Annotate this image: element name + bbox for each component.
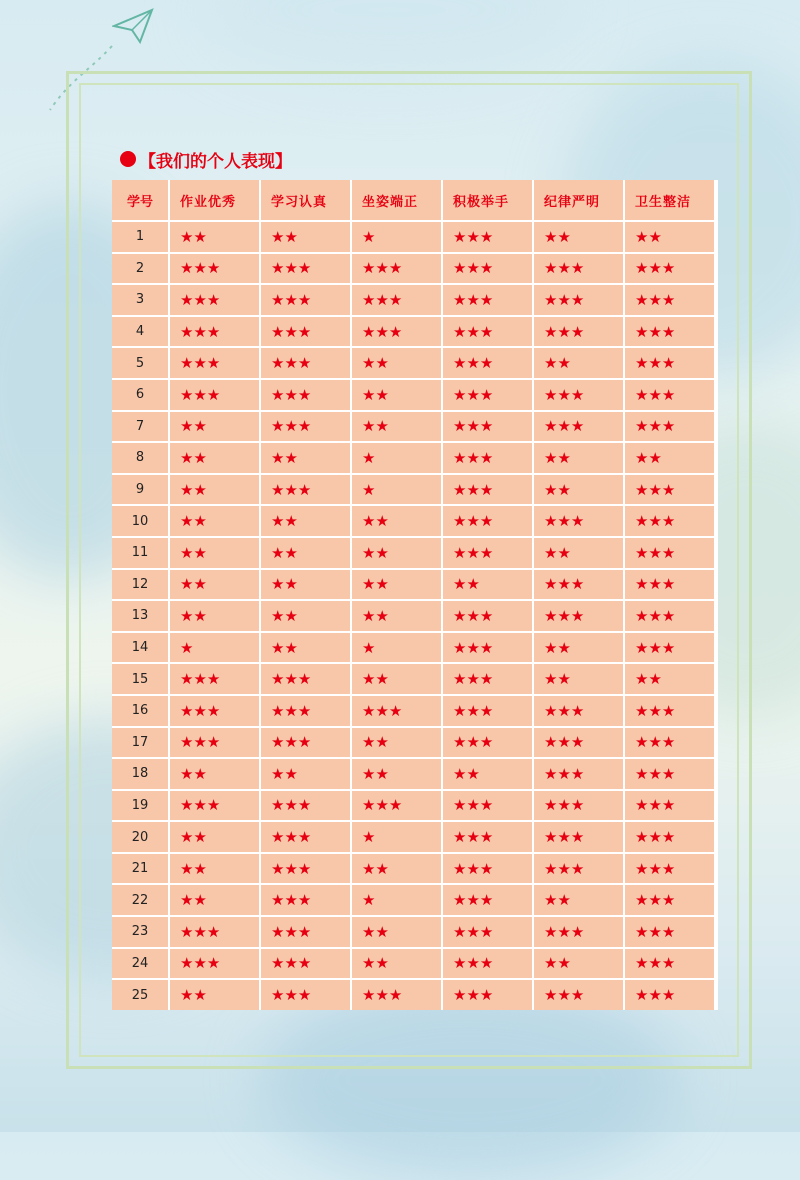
star-rating-cell: ★★★ <box>443 285 532 315</box>
star-rating-cell: ★★★ <box>170 696 259 726</box>
star-rating-cell: ★★ <box>352 570 441 600</box>
star-rating-cell: ★★★ <box>261 949 350 979</box>
star-rating-cell: ★★★ <box>261 980 350 1010</box>
star-rating-cell: ★★★ <box>443 538 532 568</box>
star-rating-cell: ★★★ <box>261 854 350 884</box>
star-rating-cell: ★★★ <box>352 285 441 315</box>
star-rating-cell: ★★★ <box>534 285 623 315</box>
star-rating-cell: ★★ <box>352 664 441 694</box>
star-rating-cell: ★★★ <box>443 917 532 947</box>
star-rating-cell: ★★★ <box>443 885 532 915</box>
star-rating-cell: ★★ <box>170 570 259 600</box>
column-header: 卫生整洁 <box>625 180 714 220</box>
student-number-cell: 22 <box>112 885 168 915</box>
star-rating-cell: ★★ <box>534 633 623 663</box>
student-number-cell: 25 <box>112 980 168 1010</box>
star-rating-cell: ★★★ <box>625 854 714 884</box>
star-rating-cell: ★★★ <box>352 317 441 347</box>
star-rating-cell: ★★★ <box>534 759 623 789</box>
star-rating-cell: ★★★ <box>625 791 714 821</box>
star-rating-cell: ★★★ <box>443 506 532 536</box>
star-rating-cell: ★★ <box>352 538 441 568</box>
star-rating-cell: ★★★ <box>625 285 714 315</box>
star-rating-cell: ★★★ <box>534 822 623 852</box>
star-rating-cell: ★★★ <box>443 380 532 410</box>
star-rating-cell: ★★ <box>352 759 441 789</box>
star-rating-cell: ★★ <box>261 222 350 252</box>
star-rating-cell: ★★ <box>534 222 623 252</box>
section-heading-text: 【我们的个人表现】 <box>139 151 292 172</box>
star-rating-cell: ★★★ <box>625 317 714 347</box>
star-rating-cell: ★★ <box>625 443 714 473</box>
student-number-cell: 5 <box>112 348 168 378</box>
star-rating-cell: ★★ <box>261 570 350 600</box>
star-rating-cell: ★★ <box>352 412 441 442</box>
star-rating-cell: ★★ <box>534 475 623 505</box>
star-rating-cell: ★★ <box>352 854 441 884</box>
star-rating-cell: ★★ <box>170 980 259 1010</box>
star-rating-cell: ★★★ <box>534 317 623 347</box>
student-number-cell: 16 <box>112 696 168 726</box>
star-rating-cell: ★★★ <box>534 380 623 410</box>
star-rating-cell: ★★★ <box>443 317 532 347</box>
star-rating-cell: ★★★ <box>534 506 623 536</box>
star-rating-cell: ★★★ <box>534 854 623 884</box>
star-rating-cell: ★★★ <box>261 885 350 915</box>
performance-table <box>112 180 718 1010</box>
column-header: 作业优秀 <box>170 180 259 220</box>
star-rating-cell: ★★★ <box>443 412 532 442</box>
star-rating-cell: ★★★ <box>443 854 532 884</box>
star-rating-cell: ★★★ <box>625 822 714 852</box>
star-rating-cell: ★★ <box>170 222 259 252</box>
star-rating-cell: ★★ <box>261 601 350 631</box>
star-rating-cell: ★★★ <box>170 917 259 947</box>
star-rating-cell: ★★★ <box>534 601 623 631</box>
star-rating-cell: ★★ <box>170 822 259 852</box>
star-rating-cell: ★★★ <box>443 254 532 284</box>
star-rating-cell: ★★ <box>534 538 623 568</box>
student-number-cell: 18 <box>112 759 168 789</box>
star-rating-cell: ★★ <box>352 917 441 947</box>
star-rating-cell: ★★ <box>443 570 532 600</box>
star-rating-cell: ★★★ <box>352 980 441 1010</box>
watercolor-blob <box>200 0 580 80</box>
star-rating-cell: ★★ <box>443 759 532 789</box>
star-rating-cell: ★★ <box>170 475 259 505</box>
column-header: 纪律严明 <box>534 180 623 220</box>
star-rating-cell: ★★★ <box>443 822 532 852</box>
star-rating-cell: ★ <box>352 222 441 252</box>
star-rating-cell: ★★★ <box>625 633 714 663</box>
star-rating-cell: ★★★ <box>170 664 259 694</box>
column-header: 积极举手 <box>443 180 532 220</box>
student-number-cell: 6 <box>112 380 168 410</box>
student-number-cell: 7 <box>112 412 168 442</box>
star-rating-cell: ★★ <box>352 601 441 631</box>
star-rating-cell: ★★★ <box>170 285 259 315</box>
star-rating-cell: ★★★ <box>443 696 532 726</box>
star-rating-cell: ★★★ <box>261 285 350 315</box>
star-rating-cell: ★★ <box>170 538 259 568</box>
star-rating-cell: ★★ <box>170 601 259 631</box>
star-rating-cell: ★ <box>352 443 441 473</box>
star-rating-cell: ★★ <box>534 348 623 378</box>
star-rating-cell: ★★★ <box>534 412 623 442</box>
student-number-cell: 1 <box>112 222 168 252</box>
section-heading <box>120 146 292 172</box>
student-number-cell: 24 <box>112 949 168 979</box>
star-rating-cell: ★★★ <box>534 254 623 284</box>
star-rating-cell: ★★★ <box>443 791 532 821</box>
star-rating-cell: ★★★ <box>352 254 441 284</box>
student-number-cell: 12 <box>112 570 168 600</box>
star-rating-cell: ★★★ <box>170 380 259 410</box>
star-rating-cell: ★★ <box>170 506 259 536</box>
star-rating-cell: ★★★ <box>625 601 714 631</box>
star-rating-cell: ★★★ <box>625 475 714 505</box>
star-rating-cell: ★★★ <box>625 538 714 568</box>
student-number-cell: 17 <box>112 728 168 758</box>
star-rating-cell: ★★★ <box>170 949 259 979</box>
column-header: 学习认真 <box>261 180 350 220</box>
star-rating-cell: ★★★ <box>261 696 350 726</box>
star-rating-cell: ★★ <box>625 664 714 694</box>
star-rating-cell: ★★★ <box>625 917 714 947</box>
star-rating-cell: ★★★ <box>534 791 623 821</box>
star-rating-cell: ★★★ <box>261 664 350 694</box>
star-rating-cell: ★★★ <box>443 475 532 505</box>
star-rating-cell: ★★★ <box>170 348 259 378</box>
star-rating-cell: ★★★ <box>625 570 714 600</box>
star-rating-cell: ★★ <box>352 949 441 979</box>
star-rating-cell: ★★★ <box>443 443 532 473</box>
student-number-cell: 13 <box>112 601 168 631</box>
star-rating-cell: ★★ <box>170 854 259 884</box>
star-rating-cell: ★★ <box>534 949 623 979</box>
star-rating-cell: ★★ <box>352 506 441 536</box>
star-rating-cell: ★★ <box>352 728 441 758</box>
star-rating-cell: ★★★ <box>625 885 714 915</box>
star-rating-cell: ★ <box>170 633 259 663</box>
star-rating-cell: ★★ <box>625 222 714 252</box>
star-rating-cell: ★★ <box>170 885 259 915</box>
star-rating-cell: ★★★ <box>170 317 259 347</box>
student-number-cell: 9 <box>112 475 168 505</box>
star-rating-cell: ★★★ <box>443 222 532 252</box>
student-number-cell: 19 <box>112 791 168 821</box>
student-number-cell: 10 <box>112 506 168 536</box>
star-rating-cell: ★★ <box>534 664 623 694</box>
star-rating-cell: ★★ <box>534 443 623 473</box>
star-rating-cell: ★★★ <box>170 791 259 821</box>
star-rating-cell: ★★★ <box>261 412 350 442</box>
star-rating-cell: ★★★ <box>170 254 259 284</box>
star-rating-cell: ★★ <box>352 348 441 378</box>
star-rating-cell: ★★★ <box>170 728 259 758</box>
star-rating-cell: ★★★ <box>261 475 350 505</box>
star-rating-cell: ★★★ <box>534 980 623 1010</box>
star-rating-cell: ★ <box>352 633 441 663</box>
star-rating-cell: ★★★ <box>625 254 714 284</box>
student-number-cell: 2 <box>112 254 168 284</box>
student-number-cell: 8 <box>112 443 168 473</box>
student-number-cell: 15 <box>112 664 168 694</box>
student-number-cell: 21 <box>112 854 168 884</box>
star-rating-cell: ★★ <box>261 759 350 789</box>
column-header: 坐姿端正 <box>352 180 441 220</box>
star-rating-cell: ★ <box>352 822 441 852</box>
star-rating-cell: ★★★ <box>625 949 714 979</box>
star-rating-cell: ★★ <box>261 538 350 568</box>
star-rating-cell: ★★★ <box>261 380 350 410</box>
star-rating-cell: ★★ <box>170 412 259 442</box>
star-rating-cell: ★★ <box>261 633 350 663</box>
star-rating-cell: ★★★ <box>625 728 714 758</box>
star-rating-cell: ★★★ <box>261 822 350 852</box>
star-rating-cell: ★★★ <box>352 696 441 726</box>
star-rating-cell: ★★★ <box>625 412 714 442</box>
star-rating-cell: ★★★ <box>534 917 623 947</box>
student-number-cell: 20 <box>112 822 168 852</box>
star-rating-cell: ★★★ <box>261 917 350 947</box>
column-header: 学号 <box>112 180 168 220</box>
star-rating-cell: ★★ <box>261 506 350 536</box>
star-rating-cell: ★★★ <box>625 380 714 410</box>
star-rating-cell: ★★★ <box>261 791 350 821</box>
star-rating-cell: ★★★ <box>443 633 532 663</box>
star-rating-cell: ★★★ <box>443 980 532 1010</box>
student-number-cell: 23 <box>112 917 168 947</box>
star-rating-cell: ★★★ <box>534 570 623 600</box>
star-rating-cell: ★★★ <box>261 317 350 347</box>
star-rating-cell: ★★★ <box>625 759 714 789</box>
star-rating-cell: ★★★ <box>534 696 623 726</box>
star-rating-cell: ★★★ <box>443 728 532 758</box>
star-rating-cell: ★★★ <box>443 348 532 378</box>
star-rating-cell: ★★★ <box>443 664 532 694</box>
star-rating-cell: ★★★ <box>261 728 350 758</box>
star-rating-cell: ★★ <box>170 443 259 473</box>
star-rating-cell: ★★★ <box>261 348 350 378</box>
student-number-cell: 3 <box>112 285 168 315</box>
student-number-cell: 11 <box>112 538 168 568</box>
star-rating-cell: ★★ <box>170 759 259 789</box>
star-rating-cell: ★★★ <box>625 506 714 536</box>
red-dot-icon <box>120 151 136 167</box>
student-number-cell: 4 <box>112 317 168 347</box>
star-rating-cell: ★★★ <box>625 980 714 1010</box>
star-rating-cell: ★★★ <box>625 696 714 726</box>
star-rating-cell: ★★ <box>352 380 441 410</box>
star-rating-cell: ★★★ <box>443 601 532 631</box>
star-rating-cell: ★★★ <box>625 348 714 378</box>
star-rating-cell: ★★ <box>534 885 623 915</box>
star-rating-cell: ★★★ <box>352 791 441 821</box>
star-rating-cell: ★ <box>352 475 441 505</box>
star-rating-cell: ★★★ <box>261 254 350 284</box>
star-rating-cell: ★★★ <box>534 728 623 758</box>
star-rating-cell: ★★ <box>261 443 350 473</box>
star-rating-cell: ★★★ <box>443 949 532 979</box>
star-rating-cell: ★ <box>352 885 441 915</box>
student-number-cell: 14 <box>112 633 168 663</box>
